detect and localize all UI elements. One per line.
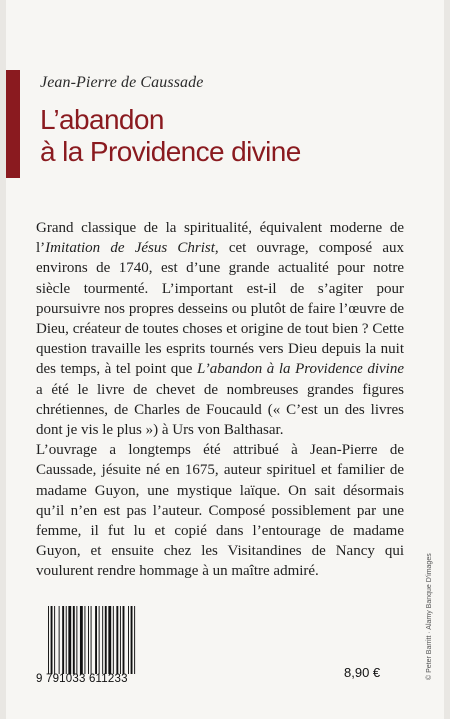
barcode-bar xyxy=(80,606,83,674)
author-name: Jean-Pierre de Caussade xyxy=(40,74,204,91)
barcode-bar xyxy=(73,606,75,674)
barcode-bar xyxy=(99,606,100,674)
blurb-text: Grand classique de la spiritualité, équivalent moderne de l’ xyxy=(36,220,404,257)
barcode-bar xyxy=(76,606,77,674)
barcode-bar xyxy=(84,606,85,674)
barcode-bar xyxy=(54,606,55,674)
book-title-line-1: L’abandon xyxy=(40,104,164,135)
isbn-digits: 9 791033 611233 xyxy=(36,673,128,685)
barcode-bar xyxy=(68,606,71,674)
blurb-paragraph-1 xyxy=(36,218,404,440)
barcode-bar xyxy=(48,606,49,674)
barcode xyxy=(36,606,166,690)
barcode-bar xyxy=(88,606,89,674)
barcode-bar xyxy=(66,606,67,674)
accent-bar xyxy=(6,70,20,178)
blurb-italic-title: L’abandon à la Providence divine xyxy=(196,361,404,378)
barcode-bar xyxy=(59,606,60,674)
barcode-bar xyxy=(105,606,107,674)
barcode-bar xyxy=(131,606,133,674)
barcode-bar xyxy=(95,606,97,674)
book-title xyxy=(40,104,301,168)
barcode-bars xyxy=(48,606,160,674)
barcode-bar xyxy=(62,606,64,674)
barcode-bar xyxy=(113,606,114,674)
barcode-bar xyxy=(108,606,111,674)
barcode-bar xyxy=(91,606,92,674)
blurb xyxy=(36,218,404,582)
barcode-bar xyxy=(134,606,135,674)
blurb-paragraph-2: L’ouvrage a longtemps été attribué à Jean-Pierre de Caussade, jésuite né en 1675, auteur spirituel et familier de madame Guyon, une mystique laïque. On sait désormais qu’il n’en est pas l’auteur. Composé possiblement par une femme, il fut lu et copié dans l’entourage de madame Guyon, et ensuite chez les Visitandines de Nancy qui voulurent rendre hommage à un maître admiré. xyxy=(36,442,404,580)
price: 8,90 € xyxy=(344,665,381,680)
photo-credit: © Peter Barritt · Alamy Banque D'images xyxy=(426,553,433,680)
blurb-italic-title: Imitation de Jésus Christ xyxy=(45,240,215,257)
barcode-bar xyxy=(128,606,129,674)
barcode-bar xyxy=(120,606,121,674)
back-cover xyxy=(6,0,444,719)
barcode-bar xyxy=(102,606,103,674)
blurb-text: a été le livre de chevet de nombreuses grandes figures chrétiennes, de Charles de Foucauld (« C’est un des livres dont je vis le plus ») à Urs von Balthasar. xyxy=(36,381,404,439)
barcode-bar xyxy=(51,606,53,674)
barcode-bar xyxy=(116,606,118,674)
book-title-line-2: à la Providence divine xyxy=(40,136,301,167)
blurb-text: , cet ouvrage, composé aux environs de 1740, est d’une grande actualité pour notre siècle tourmenté. L’important est-il de s’agiter pour poursuivre nos propres desseins ou plutôt de faire l’œuvre de Dieu, créateur de toutes choses et origine de tout bien ? Cette question travaille les esprits tournés vers Dieu depuis la nuit des temps, à tel point que xyxy=(36,240,404,378)
barcode-bar xyxy=(123,606,125,674)
